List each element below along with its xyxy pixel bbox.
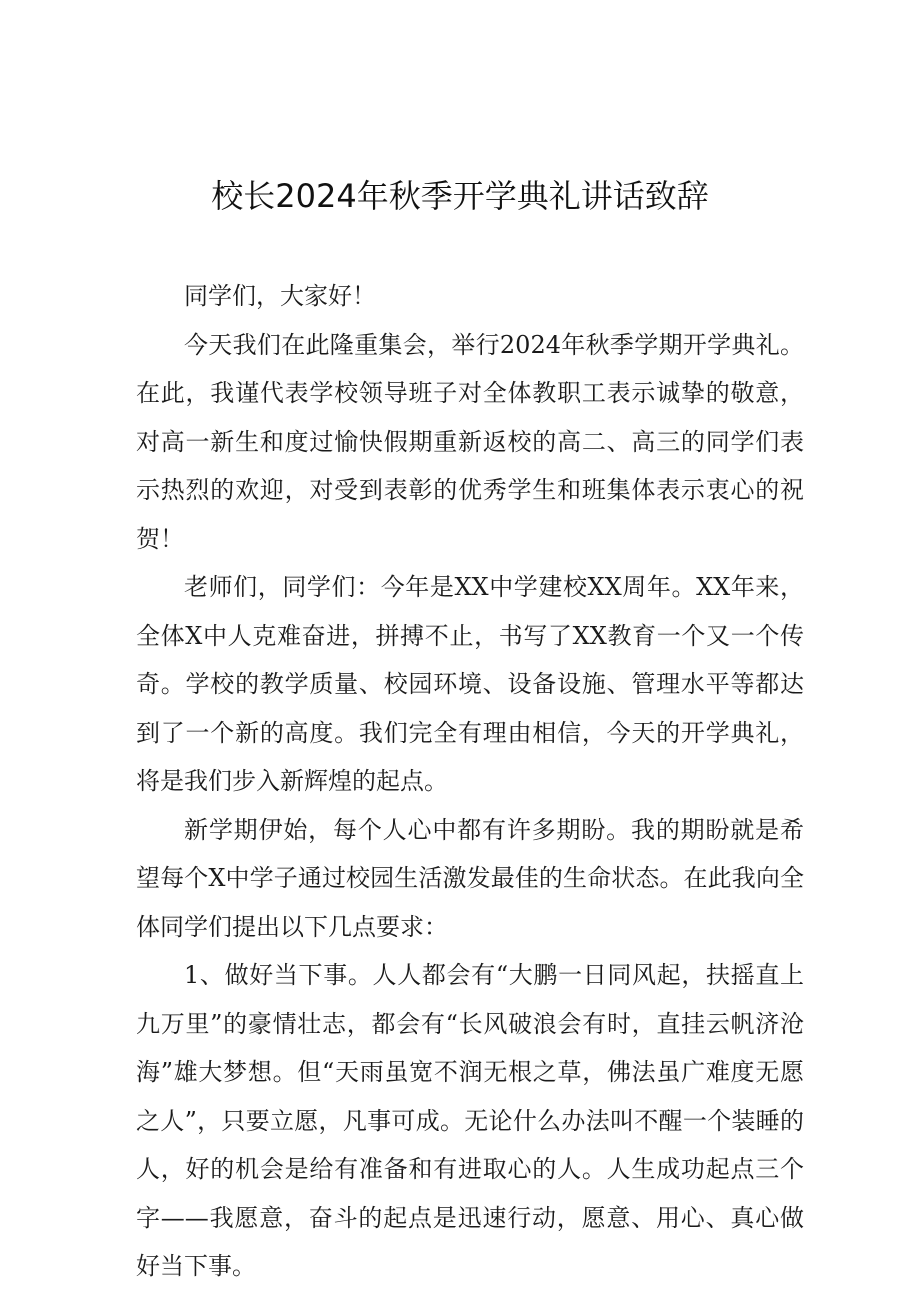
document-body bbox=[136, 272, 804, 1291]
paragraph-opening: 今天我们在此隆重集会，举行2024年秋季学期开学典礼。在此，我谨代表学校领导班子对全体教职工表示诚挚的敬意，对高一新生和度过愉快假期重新返校的高二、高三的同学们表示热烈的欢迎，对受到表彰的优秀学生和班集体表示衷心的祝贺！ bbox=[136, 330, 804, 553]
paragraph-expectations: 新学期伊始，每个人心中都有许多期盼。我的期盼就是希望每个X中学子通过校园生活激发最佳的生命状态。在此我向全体同学们提出以下几点要求： bbox=[136, 815, 804, 941]
paragraph-requirement-1: 1、做好当下事。人人都会有“大鹏一日同风起，扶摇直上九万里”的豪情壮志，都会有“长风破浪会有时，直挂云帆济沧海”雄大梦想。但“天雨虽宽不润无根之草，佛法虽广难度无愿之人”，只要立愿，凡事可成。无论什么办法叫不醒一个装睡的人，好的机会是给有准备和有进取心的人。人生成功起点三个字——我愿意，奋斗的起点是迅速行动，愿意、用心、真心做好当下事。 bbox=[136, 961, 804, 1280]
document-title: 校长2024年秋季开学典礼讲话致辞 bbox=[211, 177, 709, 215]
paragraph-greeting: 同学们，大家好！ bbox=[184, 282, 376, 310]
paragraph-school-history: 老师们，同学们：今年是XX中学建校XX周年。XX年来，全体X中人克难奋进，拼搏不止，书写了XX教育一个又一个传奇。学校的教学质量、校园环境、设备设施、管理水平等都达到了一个新的高度。我们完全有理由相信，今天的开学典礼，将是我们步入新辉煌的起点。 bbox=[136, 573, 804, 795]
